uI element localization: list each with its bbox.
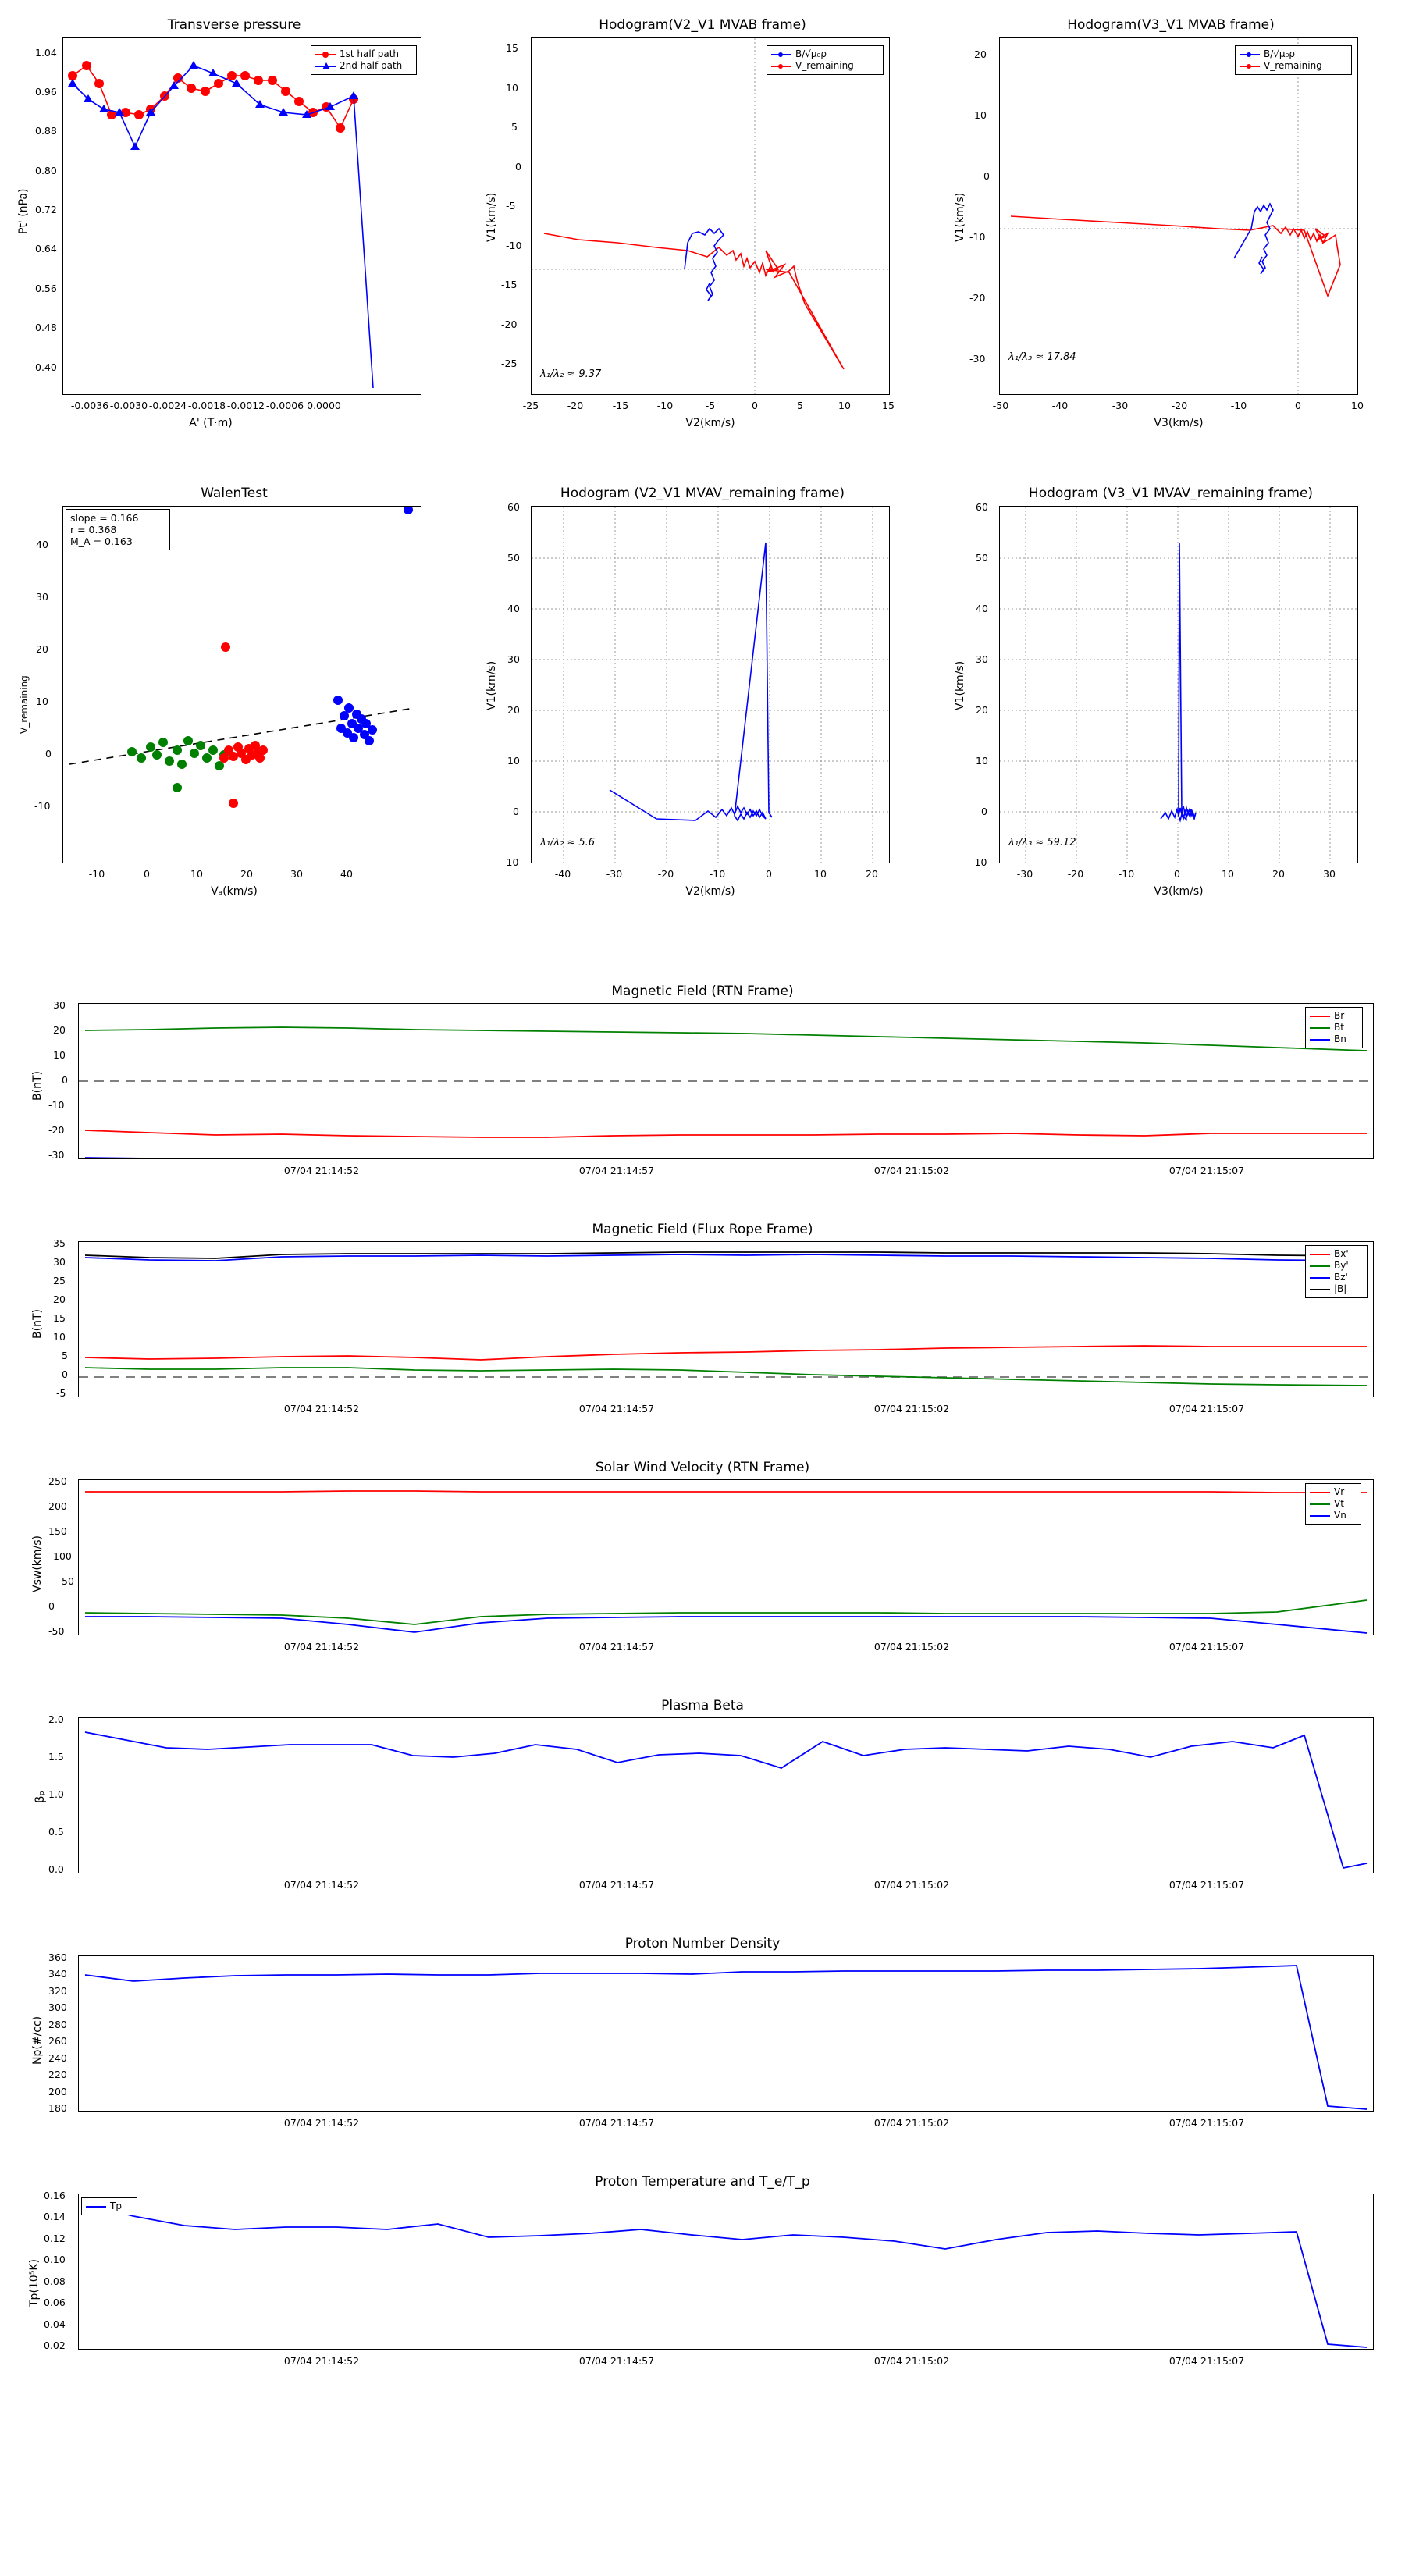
line-swatch-tp [86,2206,106,2208]
y-tick: -10 [34,800,51,812]
y-tick: 5 [62,1350,68,1361]
x-tick: 07/04 21:14:57 [578,1403,655,1414]
line-swatch-by [1310,1265,1330,1267]
y-tick: 0.48 [35,322,57,333]
eigenvalue-ratio-annotation: λ₁/λ₂ ≈ 9.37 [540,368,602,380]
chart-title: Transverse pressure [167,17,301,33]
y-tick: 0 [981,806,987,817]
x-tick: 07/04 21:15:07 [1168,1879,1245,1891]
y-tick: 0.40 [35,361,57,373]
y-tick: 0 [984,170,990,182]
chart-title: Plasma Beta [661,1698,744,1713]
x-tick: -10 [656,400,674,411]
x-tick: 30 [1323,868,1336,880]
x-tick: 0 [766,868,772,880]
line-swatch-vr [1310,1492,1330,1493]
y-tick: 0 [48,1600,55,1612]
x-tick: -0.0006 [265,400,304,411]
eigenvalue-ratio-annotation: λ₁/λ₃ ≈ 17.84 [1008,351,1076,363]
y-tick: -10 [48,1099,65,1111]
y-tick: 10 [507,755,520,767]
y-tick: 60 [976,501,988,513]
line-swatch-bmag [1310,1289,1330,1290]
x-tick: 10 [838,400,851,411]
legend-item: Vt [1310,1498,1357,1510]
y-tick: 220 [48,2069,67,2080]
y-tick: 15 [506,42,518,54]
y-tick: -50 [48,1625,65,1637]
y-axis-label: βₚ [33,1791,47,1803]
x-tick: -30 [1016,868,1033,880]
x-tick: -30 [606,868,623,880]
x-tick: -10 [709,868,726,880]
line-swatch-br [1310,1016,1330,1017]
y-tick: 0 [62,1074,68,1086]
y-tick: 300 [48,2001,67,2013]
x-tick: 07/04 21:14:52 [283,2355,360,2367]
panel-hodogram-v2v1-mvab [468,0,937,461]
legend-transverse-pressure [311,45,417,75]
x-tick: 07/04 21:15:02 [873,1879,950,1891]
y-tick: 0.96 [35,86,57,98]
x-tick: 07/04 21:15:07 [1168,2355,1245,2367]
y-tick: 150 [48,1525,67,1537]
y-tick: -25 [501,358,518,369]
x-tick: -20 [567,400,584,411]
x-tick: -0.0030 [109,400,148,411]
y-axis-label: B(nT) [31,1309,44,1339]
slope-value: slope = 0.166 [70,512,139,524]
plot-area [78,2194,1374,2350]
chart-title: Hodogram(V3_V1 MVAB frame) [1067,17,1275,33]
plot-area [78,1241,1374,1397]
legend-proton-temperature [81,2197,137,2215]
y-tick: -20 [501,318,518,330]
x-tick: 0.0000 [307,400,341,411]
alfven-mach-value: M_A = 0.163 [70,535,133,547]
y-tick: 0.5 [48,1826,64,1838]
y-tick: -10 [506,240,522,251]
legend-item: Bt [1310,1022,1358,1034]
marker-circle-red-icon [1240,62,1260,70]
panel-transverse-pressure [0,0,468,461]
y-tick: 20 [976,704,988,716]
y-tick: -30 [48,1149,65,1161]
plot-area [999,37,1358,395]
x-tick: 0 [1295,400,1301,411]
y-tick: 0.16 [44,2190,66,2201]
x-tick: 07/04 21:14:57 [578,2355,655,2367]
x-axis-label: V3(km/s) [1154,417,1204,429]
y-tick: -5 [56,1387,66,1399]
plot-area [62,37,422,395]
x-tick: 07/04 21:14:57 [578,1165,655,1176]
x-tick: 5 [797,400,803,411]
panel-hodogram-v3v1-mvav [937,468,1405,929]
y-tick: 50 [976,552,988,564]
legend-item: |B| [1310,1283,1363,1295]
x-tick: 07/04 21:15:07 [1168,1165,1245,1176]
y-tick: 10 [974,109,987,121]
chart-title: Proton Temperature and T_e/T_p [595,2174,810,2190]
chart-title: Proton Number Density [624,1936,781,1952]
x-tick: -40 [554,868,571,880]
y-tick: 320 [48,1985,67,1997]
panel-proton-temperature [0,2166,1405,2416]
x-axis-label: V2(km/s) [685,417,735,429]
y-tick: 10 [53,1049,66,1061]
y-tick: 0.04 [44,2318,66,2330]
y-tick: 30 [976,653,988,665]
y-tick: 0.08 [44,2275,66,2287]
line-swatch-bn [1310,1039,1330,1041]
y-tick: 50 [507,552,520,564]
marker-circle-blue-icon [771,51,791,59]
y-axis-label: B(nT) [31,1071,44,1101]
panel-plasma-beta [0,1690,1405,1924]
x-tick: -20 [657,868,674,880]
y-tick: 20 [53,1293,66,1305]
y-tick: 40 [36,539,48,550]
y-tick: 0.80 [35,165,57,176]
y-tick: 30 [53,1256,66,1268]
y-tick: 15 [53,1312,66,1324]
x-tick: 07/04 21:14:57 [578,2117,655,2129]
panel-proton-number-density [0,1928,1405,2162]
x-tick: 07/04 21:15:07 [1168,2117,1245,2129]
y-tick: 20 [53,1024,66,1036]
y-tick: 0.06 [44,2297,66,2308]
x-tick: 0 [752,400,758,411]
y-axis-label: Pt' (nPa) [17,188,30,234]
y-tick: 0.0 [48,1863,64,1875]
x-tick: 07/04 21:14:52 [283,1165,360,1176]
x-tick: 07/04 21:15:02 [873,1403,950,1414]
x-tick: -0.0018 [187,400,226,411]
x-tick: 30 [290,868,303,880]
y-tick: 1.0 [48,1788,64,1800]
y-tick: -20 [48,1124,65,1136]
y-tick: 30 [507,653,520,665]
line-swatch-bz [1310,1277,1330,1279]
y-tick: 0 [513,806,519,817]
y-tick: 100 [53,1550,72,1562]
plot-area [78,1955,1374,2112]
legend-item: 2nd half path [315,60,412,72]
panel-walen-test [0,468,468,929]
y-tick: 0.02 [44,2339,66,2351]
y-tick: 40 [976,603,988,614]
legend-solar-wind-velocity [1305,1483,1361,1525]
x-axis-label: Vₐ(km/s) [211,885,258,898]
y-tick: -5 [506,200,516,212]
x-tick: -0.0024 [148,400,187,411]
y-tick: 40 [507,603,520,614]
y-tick: -10 [969,231,986,243]
x-tick: -40 [1051,400,1069,411]
x-tick: 10 [190,868,203,880]
plot-area [78,1003,1374,1159]
y-tick: 10 [36,696,48,707]
legend-item: B/√μ₀ρ [1240,48,1347,60]
x-axis-label: A' (T·m) [189,417,233,429]
y-tick: 30 [36,591,48,603]
y-tick: 20 [507,704,520,716]
y-axis-label: V1(km/s) [954,660,966,710]
plot-area [531,37,890,395]
y-tick: 50 [62,1575,74,1587]
legend-magnetic-field-rtn [1305,1007,1363,1048]
x-tick: -30 [1112,400,1129,411]
legend-item: V_remaining [1240,60,1347,72]
x-tick: 07/04 21:14:52 [283,2117,360,2129]
x-tick: -0.0012 [226,400,265,411]
x-tick: 10 [1222,868,1234,880]
x-tick: -15 [612,400,629,411]
legend-item: By' [1310,1260,1363,1272]
chart-title: Hodogram(V2_V1 MVAB frame) [599,17,806,33]
legend-item: Br [1310,1010,1358,1022]
x-tick: 07/04 21:15:02 [873,2355,950,2367]
x-tick: -5 [705,400,716,411]
legend-item: Vr [1310,1486,1357,1498]
x-tick: 40 [340,868,353,880]
y-tick: 0.10 [44,2254,66,2265]
plot-area [531,506,890,863]
line-swatch-vn [1310,1515,1330,1517]
x-tick: 15 [882,400,895,411]
x-tick: 0 [144,868,150,880]
chart-title: Solar Wind Velocity (RTN Frame) [595,1460,810,1475]
chart-title: Hodogram (V3_V1 MVAV_remaining frame) [1028,486,1314,501]
y-axis-label: V_remaining [19,675,30,734]
y-tick: 0 [45,748,52,760]
y-axis-label: V1(km/s) [486,660,498,710]
y-tick: 1.5 [48,1751,64,1763]
y-tick: 35 [53,1237,66,1249]
y-tick: 260 [48,2035,67,2047]
y-axis-label: Vsw(km/s) [31,1535,44,1592]
x-tick: -25 [522,400,539,411]
line-swatch-bx [1310,1254,1330,1255]
y-tick: 180 [48,2102,67,2114]
marker-circle-red-icon [771,62,791,70]
x-tick: 07/04 21:15:07 [1168,1403,1245,1414]
panel-solar-wind-velocity [0,1452,1405,1686]
line-swatch-vt [1310,1503,1330,1505]
x-tick: 20 [240,868,253,880]
y-tick: 0.12 [44,2233,66,2244]
plot-area [999,506,1358,863]
y-tick: -10 [971,856,987,868]
y-tick: -15 [501,279,518,290]
y-tick: 25 [53,1275,66,1286]
y-axis-label: Tp(10⁵K) [28,2259,41,2307]
panel-hodogram-v3v1-mvab [937,0,1405,461]
y-axis-label: V1(km/s) [486,192,498,242]
chart-title: WalenTest [201,486,268,501]
panel-hodogram-v2v1-mvav [468,468,937,929]
plot-area [78,1717,1374,1873]
legend-item: Bz' [1310,1272,1363,1283]
y-tick: 10 [53,1331,66,1343]
y-tick: 10 [506,82,518,94]
y-tick: 2.0 [48,1713,64,1725]
x-tick: 10 [814,868,827,880]
legend-hodogram-v3v1 [1235,45,1352,75]
r-value: r = 0.368 [70,524,117,535]
x-tick: 07/04 21:14:52 [283,1879,360,1891]
y-tick: 0.72 [35,204,57,215]
legend-item: Bn [1310,1034,1358,1045]
y-tick: 340 [48,1968,67,1980]
x-tick: -10 [1118,868,1135,880]
y-tick: 0 [515,161,521,173]
y-tick: 5 [511,121,518,133]
y-tick: 30 [53,999,66,1011]
marker-circle-red-icon [315,51,336,59]
y-axis-label: V1(km/s) [954,192,966,242]
legend-item: 1st half path [315,48,412,60]
y-tick: 250 [48,1475,67,1487]
x-tick: 07/04 21:14:52 [283,1641,360,1653]
marker-triangle-blue-icon [315,62,336,70]
legend-magnetic-field-fluxrope [1305,1245,1368,1298]
y-tick: 0.88 [35,125,57,137]
y-tick: 200 [48,1500,67,1512]
eigenvalue-ratio-annotation: λ₁/λ₃ ≈ 59.12 [1008,837,1076,849]
x-tick: 07/04 21:15:07 [1168,1641,1245,1653]
y-tick: -30 [969,353,986,365]
x-tick: 07/04 21:15:02 [873,1165,950,1176]
y-tick: 360 [48,1952,67,1963]
x-tick: 20 [1272,868,1285,880]
legend-item: B/√μ₀ρ [771,48,879,60]
x-tick: 07/04 21:15:02 [873,1641,950,1653]
y-tick: 10 [976,755,988,767]
x-tick: 20 [866,868,878,880]
x-tick: -10 [88,868,105,880]
y-tick: 20 [974,48,987,60]
y-tick: -10 [503,856,519,868]
x-tick: 07/04 21:14:57 [578,1641,655,1653]
marker-circle-blue-icon [1240,51,1260,59]
y-tick: 0.64 [35,243,57,254]
x-tick: 0 [1174,868,1180,880]
x-tick: -50 [992,400,1009,411]
y-tick: 0.56 [35,283,57,294]
plot-area [62,506,422,863]
x-tick: 10 [1351,400,1364,411]
y-tick: 0.14 [44,2211,66,2222]
x-tick: 07/04 21:15:02 [873,2117,950,2129]
x-tick: -0.0036 [70,400,109,411]
walen-fit-textbox [66,509,170,550]
panel-magnetic-field-fluxrope [0,1214,1405,1448]
chart-title: Magnetic Field (RTN Frame) [611,984,794,999]
plot-area [78,1479,1374,1635]
y-tick: 200 [48,2086,67,2097]
panel-magnetic-field-rtn [0,976,1405,1210]
y-tick: -20 [969,292,986,304]
legend-item: Vn [1310,1510,1357,1521]
legend-item: Tp [86,2201,133,2212]
x-tick: 07/04 21:14:57 [578,1879,655,1891]
legend-item: V_remaining [771,60,879,72]
y-tick: 20 [36,643,48,655]
y-tick: 60 [507,501,520,513]
y-tick: 1.04 [35,47,57,59]
y-tick: 240 [48,2052,67,2064]
legend-item: Bx' [1310,1248,1363,1260]
x-tick: -20 [1067,868,1084,880]
x-axis-label: V2(km/s) [685,885,735,898]
x-tick: -10 [1230,400,1247,411]
x-axis-label: V3(km/s) [1154,885,1204,898]
legend-hodogram-v2v1 [767,45,884,75]
eigenvalue-ratio-annotation: λ₁/λ₂ ≈ 5.6 [540,837,596,849]
line-swatch-bt [1310,1027,1330,1029]
x-tick: 07/04 21:14:52 [283,1403,360,1414]
y-tick: 280 [48,2019,67,2030]
y-axis-label: Np(#/cc) [31,2016,44,2065]
x-tick: -20 [1171,400,1188,411]
y-tick: 0 [62,1368,68,1380]
chart-title: Hodogram (V2_V1 MVAV_remaining frame) [560,486,845,501]
chart-title: Magnetic Field (Flux Rope Frame) [592,1222,813,1237]
